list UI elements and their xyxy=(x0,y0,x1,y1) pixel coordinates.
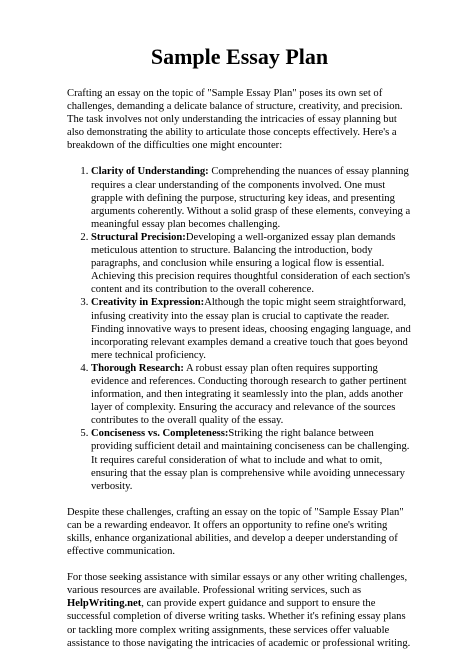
list-item-text: Although the topic might seem straightforward, infusing creativity into the essay plan is crucial to captivate the reader. Finding innovative ways to present ideas, choosing engaging language, and incorporating relevant examples demand a creative touch that goes beyond mere technical proficiency. xyxy=(91,297,411,361)
document-body xyxy=(67,44,412,663)
conclusion-paragraph: Despite these challenges, crafting an essay on the topic of "Sample Essay Plan" can be a rewarding endeavor. It offers an opportunity to refine one's writing skills, enhance organizational abilities, and develop a deeper understanding of effective communication. xyxy=(67,506,404,558)
helpwriting-link[interactable]: HelpWriting.net xyxy=(67,598,142,610)
list-item-text: Comprehending the nuances of essay planning requires a clear understanding of the components involved. One must grapple with defining the purpose, structuring key ideas, and presenting arguments coherently. Without a solid grasp of these elements, conveying a meaningful essay plan becomes challenging. xyxy=(91,166,411,230)
intro-paragraph: Crafting an essay on the topic of "Sample Essay Plan" poses its own set of challenges, demanding a delicate balance of structure, creativity, and precision. The task involves not only understanding the intricacies of essay planning but also demonstrating the ability to articulate those concepts effectively. Here's a breakdown of the difficulties one might encounter: xyxy=(67,88,403,152)
list-item-conciseness xyxy=(91,427,412,492)
page-title: Sample Essay Plan xyxy=(150,44,329,69)
list-item-heading: Clarity of Understanding: xyxy=(91,166,209,178)
list-item-heading: Conciseness vs. Completeness: xyxy=(91,428,229,440)
assistance-text-before: For those seeking assistance with similar essays or any other writing challenges, various resources are available. Professional writing services, such as xyxy=(67,572,408,597)
list-item-creativity xyxy=(91,296,412,361)
list-item-text: Developing a well-organized essay plan demands meticulous attention to structure. Balancing the introduction, body paragraphs, and conclusion while ensuring a logical flow is essential. Achieving this precision requires thoughtful consideration of each section's content and its contribution to the overall coherence. xyxy=(91,231,411,296)
list-item-clarity xyxy=(91,165,412,230)
list-item-structural xyxy=(91,231,412,296)
list-item-heading: Creativity in Expression: xyxy=(91,297,205,309)
list-item-heading: Structural Precision: xyxy=(91,231,186,243)
assistance-paragraph xyxy=(67,571,412,650)
assistance-text-after: , can provide expert guidance and support to ensure the successful completion of diverse writing tasks. Whether it's refining essay plans or tackling more complex writing assignments, these services offer valuable assistance to those navigating the intricacies of academic or professional writing. xyxy=(67,598,411,649)
list-item-text: A robust essay plan often requires supporting evidence and references. Conducting thorough research to gather pertinent information, and then integrating it seamlessly into the plan, adds another layer of complexity. Ensuring the accuracy and relevance of the sources contributes to the overall quality of the essay. xyxy=(91,362,407,427)
list-item-research xyxy=(91,362,412,427)
list-item-text: Striking the right balance between providing sufficient detail and maintaining conciseness can be challenging. It requires careful consideration of what to include and what to omit, ensuring that the essay plan is comprehensive while avoiding unnecessary verbosity. xyxy=(91,428,410,492)
difficulties-list xyxy=(67,165,412,492)
list-item-heading: Thorough Research: xyxy=(91,362,184,374)
